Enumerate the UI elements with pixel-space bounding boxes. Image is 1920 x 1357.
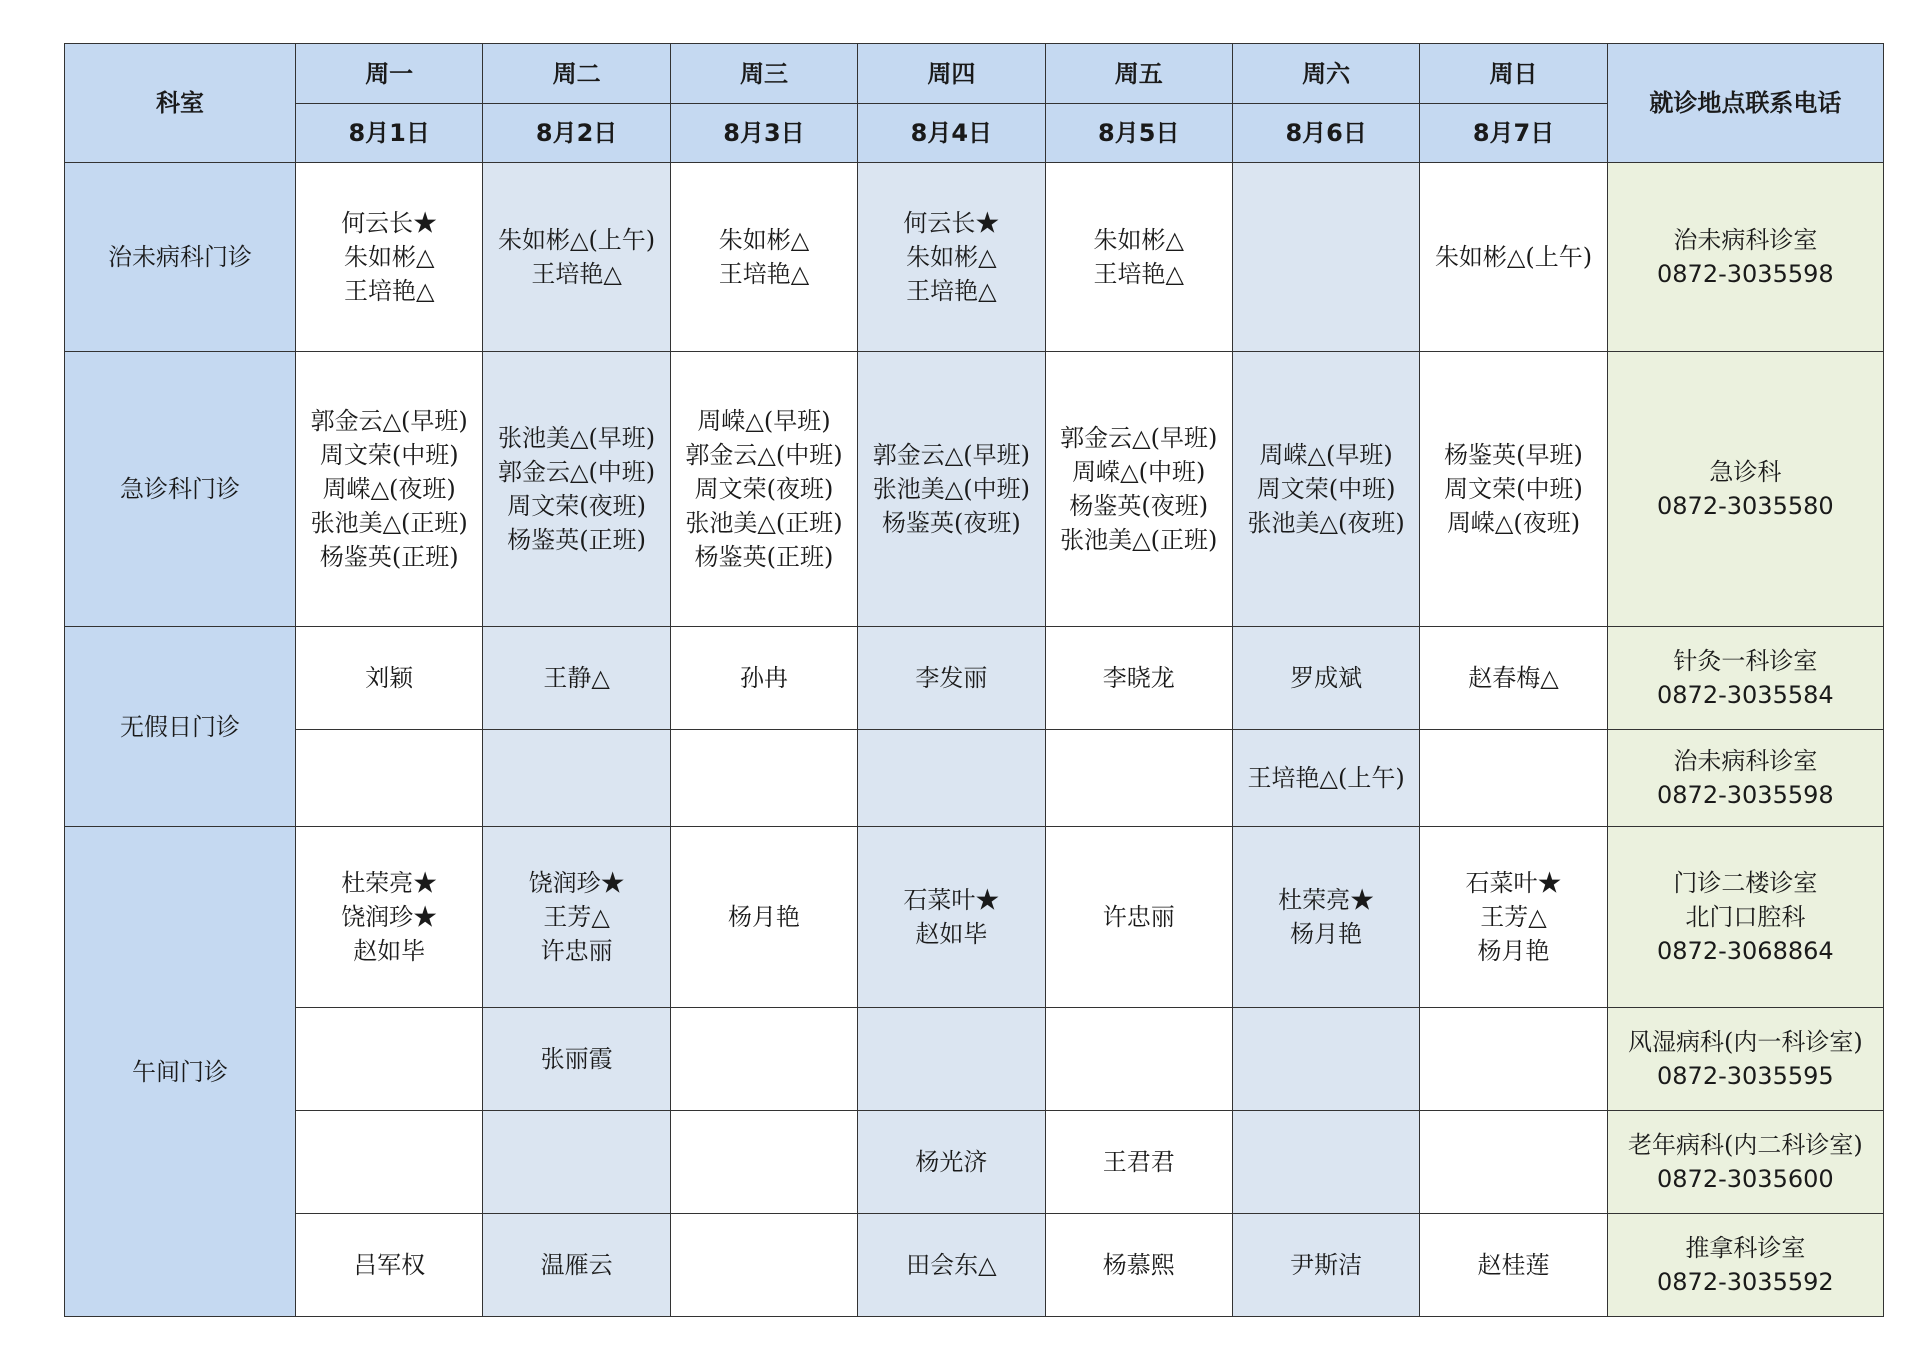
department-cell: 午间门诊 bbox=[65, 827, 296, 1317]
header-row-weekdays bbox=[65, 44, 1884, 104]
location-name: 急诊科 bbox=[1709, 458, 1782, 486]
location-cell bbox=[1607, 163, 1883, 352]
table-row bbox=[65, 1214, 1884, 1317]
schedule-cell-thu: 郭金云△(早班) 张池美△(中班) 杨鉴英(夜班) bbox=[858, 352, 1045, 627]
location-name: 老年病科(内二科诊室) bbox=[1627, 1131, 1863, 1159]
schedule-cell-mon bbox=[296, 1008, 483, 1111]
schedule-cell-mon: 何云长★ 朱如彬△ 王培艳△ bbox=[296, 163, 483, 352]
schedule-cell-sat bbox=[1232, 163, 1419, 352]
location-phone: 0872-3035600 bbox=[1657, 1165, 1834, 1193]
schedule-cell-sun bbox=[1420, 1008, 1607, 1111]
schedule-cell-thu: 田会东△ bbox=[858, 1214, 1045, 1317]
table-row bbox=[65, 627, 1884, 730]
duty-schedule-table bbox=[64, 43, 1884, 1317]
schedule-cell-wed bbox=[670, 1214, 857, 1317]
location-name: 针灸一科诊室 bbox=[1673, 647, 1818, 675]
header-weekday-tue: 周二 bbox=[483, 44, 670, 104]
schedule-cell-fri: 王君君 bbox=[1045, 1111, 1232, 1214]
location-phone: 0872-3035598 bbox=[1657, 260, 1834, 288]
schedule-cell-wed bbox=[670, 730, 857, 827]
location-name: 治未病科诊室 bbox=[1673, 226, 1818, 254]
schedule-cell-tue: 温雁云 bbox=[483, 1214, 670, 1317]
schedule-cell-thu: 李发丽 bbox=[858, 627, 1045, 730]
location-cell bbox=[1607, 352, 1883, 627]
department-cell: 无假日门诊 bbox=[65, 627, 296, 827]
table-row bbox=[65, 730, 1884, 827]
table-row bbox=[65, 827, 1884, 1008]
location-phone: 0872-3068864 bbox=[1657, 937, 1834, 965]
location-cell bbox=[1607, 1008, 1883, 1111]
schedule-cell-tue: 王静△ bbox=[483, 627, 670, 730]
schedule-cell-sat: 罗成斌 bbox=[1232, 627, 1419, 730]
table-row bbox=[65, 1111, 1884, 1214]
location-phone: 0872-3035598 bbox=[1657, 781, 1834, 809]
location-name: 推拿科诊室 bbox=[1685, 1234, 1806, 1262]
schedule-cell-fri: 许忠丽 bbox=[1045, 827, 1232, 1008]
schedule-cell-sat: 尹斯洁 bbox=[1232, 1214, 1419, 1317]
header-weekday-thu: 周四 bbox=[858, 44, 1045, 104]
table-header bbox=[65, 44, 1884, 163]
header-date-sat: 8月6日 bbox=[1232, 104, 1419, 163]
header-date-sun: 8月7日 bbox=[1420, 104, 1607, 163]
schedule-cell-wed: 朱如彬△ 王培艳△ bbox=[670, 163, 857, 352]
schedule-cell-thu bbox=[858, 1008, 1045, 1111]
schedule-cell-sat: 杜荣亮★ 杨月艳 bbox=[1232, 827, 1419, 1008]
location-phone: 0872-3035580 bbox=[1657, 492, 1834, 520]
schedule-cell-mon bbox=[296, 730, 483, 827]
schedule-cell-wed: 杨月艳 bbox=[670, 827, 857, 1008]
location-cell bbox=[1607, 827, 1883, 1008]
schedule-cell-fri: 朱如彬△ 王培艳△ bbox=[1045, 163, 1232, 352]
header-weekday-mon: 周一 bbox=[296, 44, 483, 104]
location-name: 门诊二楼诊室 北门口腔科 bbox=[1673, 869, 1818, 931]
schedule-cell-sun: 朱如彬△(上午) bbox=[1420, 163, 1607, 352]
header-date-tue: 8月2日 bbox=[483, 104, 670, 163]
header-date-wed: 8月3日 bbox=[670, 104, 857, 163]
schedule-cell-tue: 张丽霞 bbox=[483, 1008, 670, 1111]
schedule-cell-thu: 石菜叶★ 赵如毕 bbox=[858, 827, 1045, 1008]
table-row bbox=[65, 163, 1884, 352]
header-weekday-wed: 周三 bbox=[670, 44, 857, 104]
schedule-cell-sat bbox=[1232, 1111, 1419, 1214]
schedule-cell-thu bbox=[858, 730, 1045, 827]
location-name: 治未病科诊室 bbox=[1673, 747, 1818, 775]
schedule-cell-thu: 何云长★ 朱如彬△ 王培艳△ bbox=[858, 163, 1045, 352]
schedule-cell-sat: 王培艳△(上午) bbox=[1232, 730, 1419, 827]
schedule-cell-mon: 吕军权 bbox=[296, 1214, 483, 1317]
schedule-cell-tue: 张池美△(早班) 郭金云△(中班) 周文荣(夜班) 杨鉴英(正班) bbox=[483, 352, 670, 627]
schedule-cell-fri bbox=[1045, 1008, 1232, 1111]
location-name: 风湿病科(内一科诊室) bbox=[1627, 1028, 1863, 1056]
schedule-cell-fri bbox=[1045, 730, 1232, 827]
schedule-cell-sun bbox=[1420, 730, 1607, 827]
schedule-cell-mon: 杜荣亮★ 饶润珍★ 赵如毕 bbox=[296, 827, 483, 1008]
location-cell bbox=[1607, 1214, 1883, 1317]
schedule-cell-mon: 郭金云△(早班) 周文荣(中班) 周嵘△(夜班) 张池美△(正班) 杨鉴英(正班) bbox=[296, 352, 483, 627]
schedule-cell-tue: 朱如彬△(上午) 王培艳△ bbox=[483, 163, 670, 352]
schedule-cell-wed: 周嵘△(早班) 郭金云△(中班) 周文荣(夜班) 张池美△(正班) 杨鉴英(正班) bbox=[670, 352, 857, 627]
schedule-cell-thu: 杨光济 bbox=[858, 1111, 1045, 1214]
location-cell bbox=[1607, 1111, 1883, 1214]
location-cell bbox=[1607, 730, 1883, 827]
schedule-cell-tue bbox=[483, 1111, 670, 1214]
schedule-cell-sat: 周嵘△(早班) 周文荣(中班) 张池美△(夜班) bbox=[1232, 352, 1419, 627]
header-weekday-sun: 周日 bbox=[1420, 44, 1607, 104]
header-weekday-fri: 周五 bbox=[1045, 44, 1232, 104]
schedule-cell-fri: 杨慕熙 bbox=[1045, 1214, 1232, 1317]
department-cell: 治未病科门诊 bbox=[65, 163, 296, 352]
schedule-cell-sun: 石菜叶★ 王芳△ 杨月艳 bbox=[1420, 827, 1607, 1008]
schedule-cell-fri: 郭金云△(早班) 周嵘△(中班) 杨鉴英(夜班) 张池美△(正班) bbox=[1045, 352, 1232, 627]
schedule-cell-tue bbox=[483, 730, 670, 827]
header-date-mon: 8月1日 bbox=[296, 104, 483, 163]
schedule-cell-fri: 李晓龙 bbox=[1045, 627, 1232, 730]
schedule-cell-mon: 刘颖 bbox=[296, 627, 483, 730]
location-phone: 0872-3035592 bbox=[1657, 1268, 1834, 1296]
schedule-cell-mon bbox=[296, 1111, 483, 1214]
header-weekday-sat: 周六 bbox=[1232, 44, 1419, 104]
department-cell: 急诊科门诊 bbox=[65, 352, 296, 627]
schedule-cell-sun: 杨鉴英(早班) 周文荣(中班) 周嵘△(夜班) bbox=[1420, 352, 1607, 627]
header-date-fri: 8月5日 bbox=[1045, 104, 1232, 163]
schedule-cell-wed bbox=[670, 1111, 857, 1214]
schedule-cell-sun bbox=[1420, 1111, 1607, 1214]
table-row bbox=[65, 352, 1884, 627]
header-date-thu: 8月4日 bbox=[858, 104, 1045, 163]
table-body bbox=[65, 163, 1884, 1317]
header-location-phone: 就诊地点联系电话 bbox=[1607, 44, 1883, 163]
schedule-cell-wed bbox=[670, 1008, 857, 1111]
schedule-cell-sat bbox=[1232, 1008, 1419, 1111]
location-phone: 0872-3035595 bbox=[1657, 1062, 1834, 1090]
schedule-cell-sun: 赵春梅△ bbox=[1420, 627, 1607, 730]
schedule-cell-tue: 饶润珍★ 王芳△ 许忠丽 bbox=[483, 827, 670, 1008]
table-row bbox=[65, 1008, 1884, 1111]
header-department: 科室 bbox=[65, 44, 296, 163]
location-phone: 0872-3035584 bbox=[1657, 681, 1834, 709]
schedule-cell-sun: 赵桂莲 bbox=[1420, 1214, 1607, 1317]
schedule-cell-wed: 孙冉 bbox=[670, 627, 857, 730]
location-cell bbox=[1607, 627, 1883, 730]
